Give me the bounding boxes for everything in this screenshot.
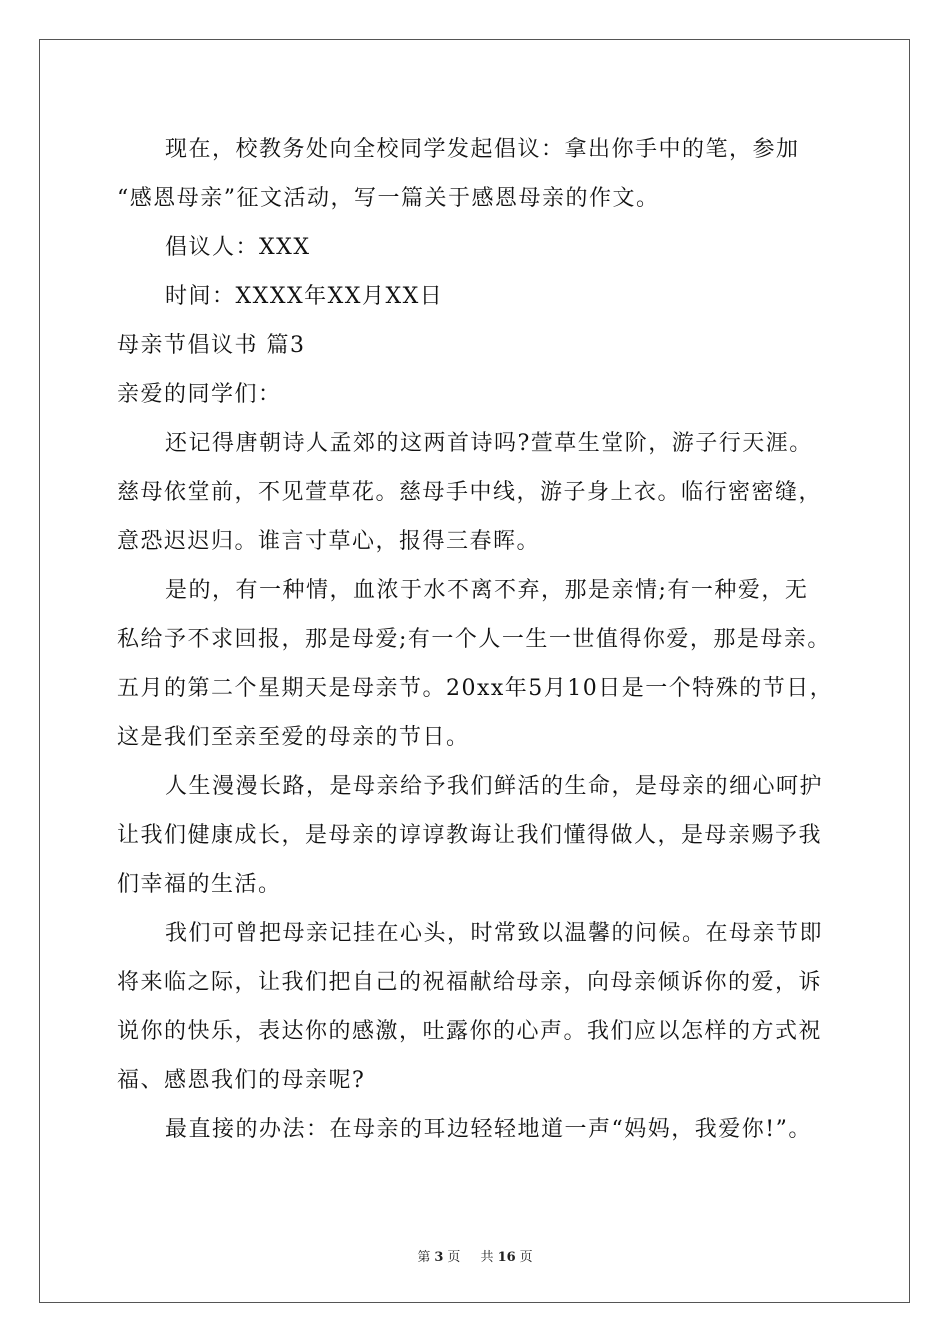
paragraph-line: 福、感恩我们的母亲呢? <box>117 1068 366 1093</box>
page-total <box>477 1250 537 1265</box>
paragraph-line: 这是我们至亲至爱的母亲的节日。 <box>117 725 470 750</box>
document-body <box>117 130 837 1159</box>
page-number <box>413 1250 464 1265</box>
paragraph-line: 我们可曾把母亲记挂在心头，时常致以温馨的问候。在母亲节即 <box>165 921 824 946</box>
paragraph-line: “感恩母亲”征文活动，写一篇关于感恩母亲的作文。 <box>117 186 660 211</box>
paragraph-line: 们幸福的生活。 <box>117 872 282 897</box>
paragraph-line: 说你的快乐，表达你的感激，吐露你的心声。我们应以怎样的方式祝 <box>117 1019 823 1044</box>
page-suffix: 页 <box>447 1250 461 1265</box>
date-line: 时间：XXXX年XX月XX日 <box>165 284 444 309</box>
paragraph-line: 将来临之际，让我们把自己的祝福献给母亲，向母亲倾诉你的爱，诉 <box>117 970 823 995</box>
paragraph-line: 是的，有一种情，血浓于水不离不弃，那是亲情;有一种爱，无 <box>165 578 809 603</box>
total-prefix: 共 <box>480 1250 494 1265</box>
paragraph-line: 五月的第二个星期天是母亲节。20xx年5月10日是一个特殊的节日， <box>117 676 834 701</box>
total-count: 16 <box>497 1250 516 1265</box>
paragraph-line: 最直接的办法：在母亲的耳边轻轻地道一声“妈妈，我爱你!”。 <box>165 1117 812 1142</box>
paragraph-line: 现在，校教务处向全校同学发起倡议：拿出你手中的笔，参加 <box>165 137 800 162</box>
total-suffix: 页 <box>519 1250 533 1265</box>
salutation: 亲爱的同学们： <box>117 382 282 407</box>
section-heading: 母亲节倡议书 篇3 <box>117 333 306 358</box>
paragraph-line: 私给予不求回报，那是母爱;有一个人一生一世值得你爱，那是母亲。 <box>117 627 831 652</box>
page-footer <box>0 1246 950 1265</box>
initiator-line: 倡议人：XXX <box>165 235 311 260</box>
paragraph-line: 人生漫漫长路，是母亲给予我们鲜活的生命，是母亲的细心呵护 <box>165 774 824 799</box>
page-current: 3 <box>434 1250 444 1265</box>
page-prefix: 第 <box>417 1250 431 1265</box>
paragraph-line: 还记得唐朝诗人孟郊的这两首诗吗?萱草生堂阶，游子行天涯。 <box>165 431 813 456</box>
paragraph-line: 慈母依堂前，不见萱草花。慈母手中线，游子身上衣。临行密密缝， <box>117 480 823 505</box>
paragraph-line: 意恐迟迟归。谁言寸草心，报得三春晖。 <box>117 529 541 554</box>
paragraph-line: 让我们健康成长，是母亲的谆谆教诲让我们懂得做人，是母亲赐予我 <box>117 823 823 848</box>
